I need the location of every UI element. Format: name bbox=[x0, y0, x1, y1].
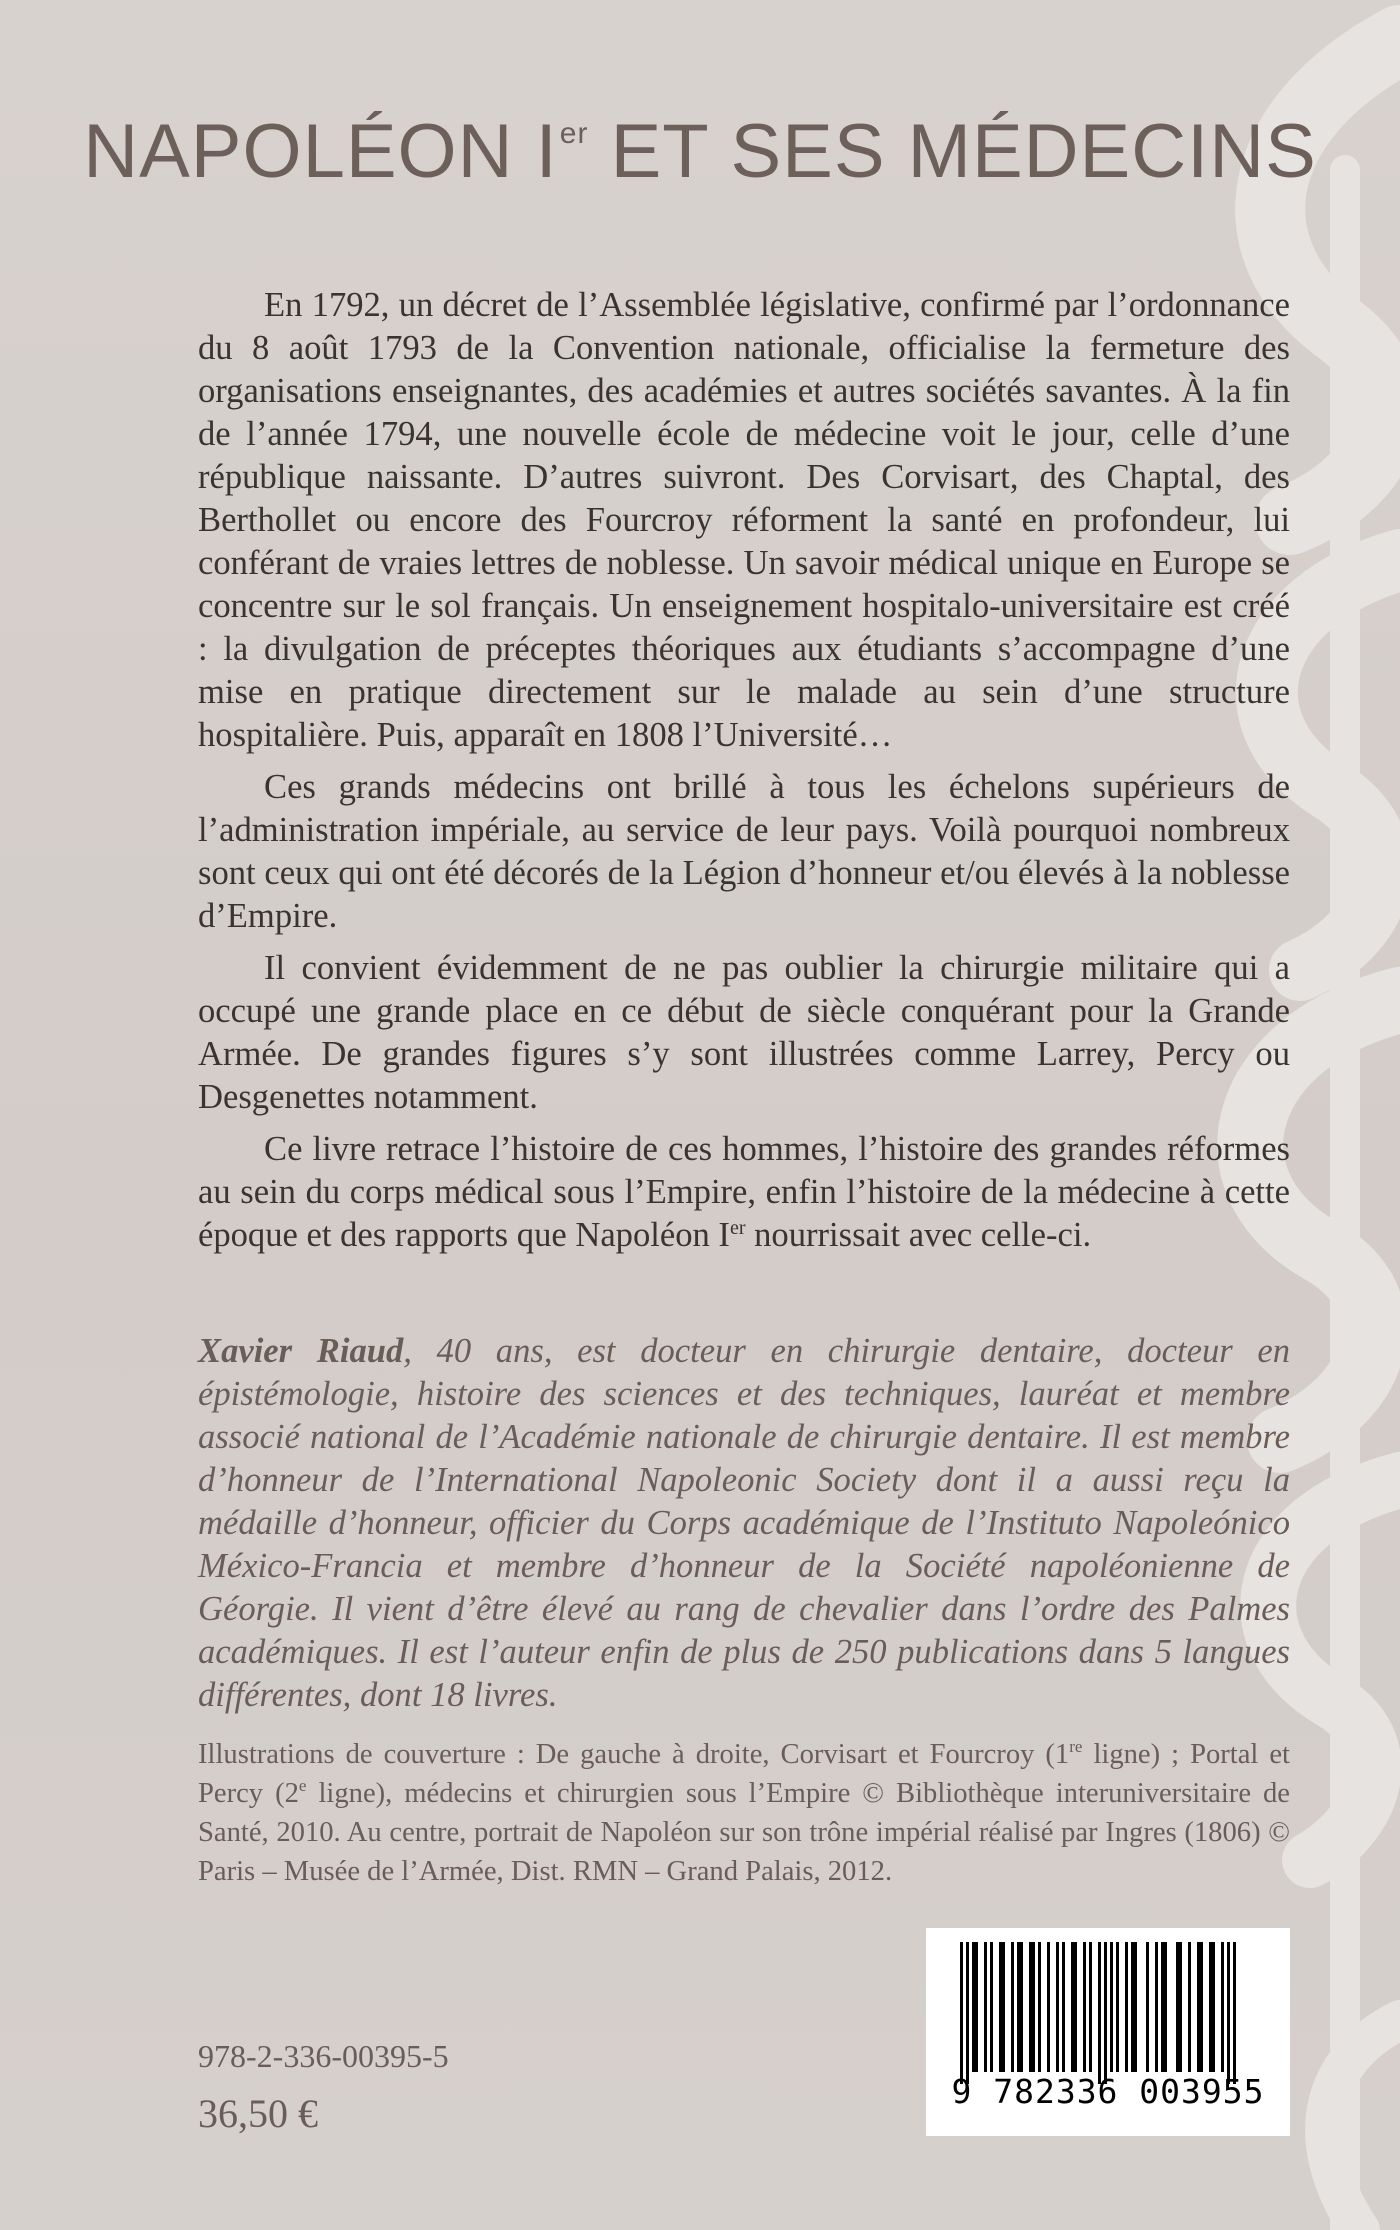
title-text-suffix: ET SES MÉDECINS bbox=[588, 109, 1317, 194]
barcode-bar bbox=[1131, 1942, 1137, 2072]
credits-text: ligne), médecins et chirurgien sous l’Empire © Bibliothèque interuniversitaire de Santé, 2010. Au centre, portrait de Napoléon sur son trône impérial réalisé par Ingres (1806) © Paris – Musée de l’Armée, Dist. RMN – Grand Palais, 2012. bbox=[198, 1778, 1290, 1887]
barcode-bar bbox=[1017, 1942, 1023, 2072]
barcode-bar bbox=[1233, 1942, 1236, 2084]
barcode-bar bbox=[1029, 1942, 1035, 2072]
credits-superscript: re bbox=[1069, 1737, 1083, 1756]
barcode-bar bbox=[1227, 1942, 1230, 2084]
price: 36,50 € bbox=[198, 2091, 318, 2136]
barcode-bar bbox=[1056, 1942, 1059, 2072]
title-superscript: er bbox=[559, 117, 589, 150]
barcode-bar bbox=[1116, 1942, 1119, 2072]
book-title bbox=[0, 108, 1400, 195]
author-name: Xavier Riaud bbox=[198, 1332, 404, 1370]
barcode-bar bbox=[1098, 1942, 1101, 2084]
barcode-bar bbox=[1038, 1942, 1041, 2072]
summary-paragraph: Ces grands médecins ont brillé à tous les échelons supérieurs de l’administration impériale, au service de leur pays. Voilà pourquoi nombreux sont ceux qui ont été décorés de la Légion d’honneur et/ou élevés à la noblesse d’Empire. bbox=[198, 768, 1290, 935]
barcode-bar bbox=[1125, 1942, 1128, 2072]
summary-paragraph: Il convient évidemment de ne pas oublier la chirurgie militaire qui a occupé une grande place en ce début de siècle conquérant pour la Grande Armée. De grandes figures s’y sont illustrées comme Larrey, Percy ou Desgenettes notamment. bbox=[198, 949, 1290, 1116]
barcode-bar bbox=[1146, 1942, 1149, 2072]
barcode-bar bbox=[1176, 1942, 1182, 2072]
barcode-bar bbox=[1197, 1942, 1203, 2072]
credits-text: Illustrations de couverture : De gauche à droite, Corvisart et Fourcroy (1 bbox=[198, 1739, 1070, 1770]
barcode-bar bbox=[1011, 1942, 1014, 2072]
barcode-bar bbox=[999, 1942, 1005, 2072]
barcode-bar bbox=[1071, 1942, 1077, 2072]
barcode-digits: 9 782336 003955 bbox=[951, 2072, 1265, 2111]
barcode-bar bbox=[1188, 1942, 1191, 2072]
book-summary bbox=[198, 284, 1290, 1266]
summary-text: nourrissait avec celle-ci. bbox=[745, 1216, 1092, 1254]
summary-paragraph bbox=[198, 1128, 1290, 1257]
barcode-bar bbox=[1161, 1942, 1167, 2072]
barcode-bar bbox=[1083, 1942, 1086, 2072]
barcode-bar bbox=[966, 1942, 969, 2084]
barcode-bar bbox=[1104, 1942, 1107, 2084]
credits-superscript: e bbox=[298, 1776, 307, 1795]
barcode-bar bbox=[1089, 1942, 1092, 2072]
barcode-bar bbox=[1209, 1942, 1215, 2072]
author-bio-text: , 40 ans, est docteur en chirurgie dentaire, docteur en épistémologie, histoire des sciences et des techniques, lauréat et membre associé national de l’Académie nationale de chirurgie dentaire. Il est membre d’honneur de l’International Napoleonic Society dont il a aussi reçu la médaille d’honneur, officier du Corps académique de l’Instituto Napoleónico México-Francia et membre d’honneur de la Société napoléonienne de Géorgie. Il vient d’être élevé au rang de chevalier dans l’ordre des Palmes académiques. Il est l’auteur enfin de plus de 250 publications dans 5 langues différentes, dont 18 livres. bbox=[198, 1332, 1290, 1714]
barcode-bar bbox=[1062, 1942, 1065, 2072]
barcode-bar bbox=[1155, 1942, 1158, 2072]
barcode-bar bbox=[990, 1942, 993, 2072]
barcode-bar bbox=[1047, 1942, 1050, 2072]
barcode-bar bbox=[960, 1942, 963, 2084]
summary-text: Ce livre retrace l’histoire de ces hommes, l’histoire des grandes réformes au sein du corps médical sous l’Empire, enfin l’histoire de la médecine à cette époque et des rapports que Napoléon I bbox=[198, 1130, 1290, 1254]
barcode-bar bbox=[984, 1942, 987, 2072]
summary-superscript: er bbox=[729, 1217, 746, 1239]
author-bio bbox=[198, 1330, 1290, 1717]
summary-paragraph: En 1792, un décret de l’Assemblée législative, confirmé par l’ordonnance du 8 août 1793 de la Convention nationale, officialise la fermeture des organisations enseignantes, des académies et autres sociétés savantes. À la fin de l’année 1794, une nouvelle école de médecine voit le jour, celle d’une république naissante. D’autres suivront. Des Corvisart, des Chaptal, des Berthollet ou encore des Fourcroy réforment la santé en profondeur, lui conférant de vraies lettres de noblesse. Un savoir médical unique en Europe se concentre sur le sol français. Un enseignement hospitalo-universitaire est créé : la divulgation de préceptes théoriques aux étudiants s’accompagne d’une mise en pratique directement sur le malade au sein d’une structure hospitalière. Puis, apparaît en 1808 l’Université… bbox=[198, 286, 1290, 754]
title-text: NAPOLÉON I bbox=[83, 109, 558, 194]
barcode-bar bbox=[1221, 1942, 1224, 2072]
isbn: 978-2-336-00395-5 bbox=[198, 2038, 449, 2074]
illustration-credits bbox=[198, 1735, 1290, 1891]
barcode-bar bbox=[1110, 1942, 1113, 2072]
credits-text: ligne) ; Portal et Percy (2 bbox=[198, 1739, 1290, 1809]
barcode bbox=[926, 1928, 1290, 2136]
barcode-bar bbox=[972, 1942, 978, 2072]
